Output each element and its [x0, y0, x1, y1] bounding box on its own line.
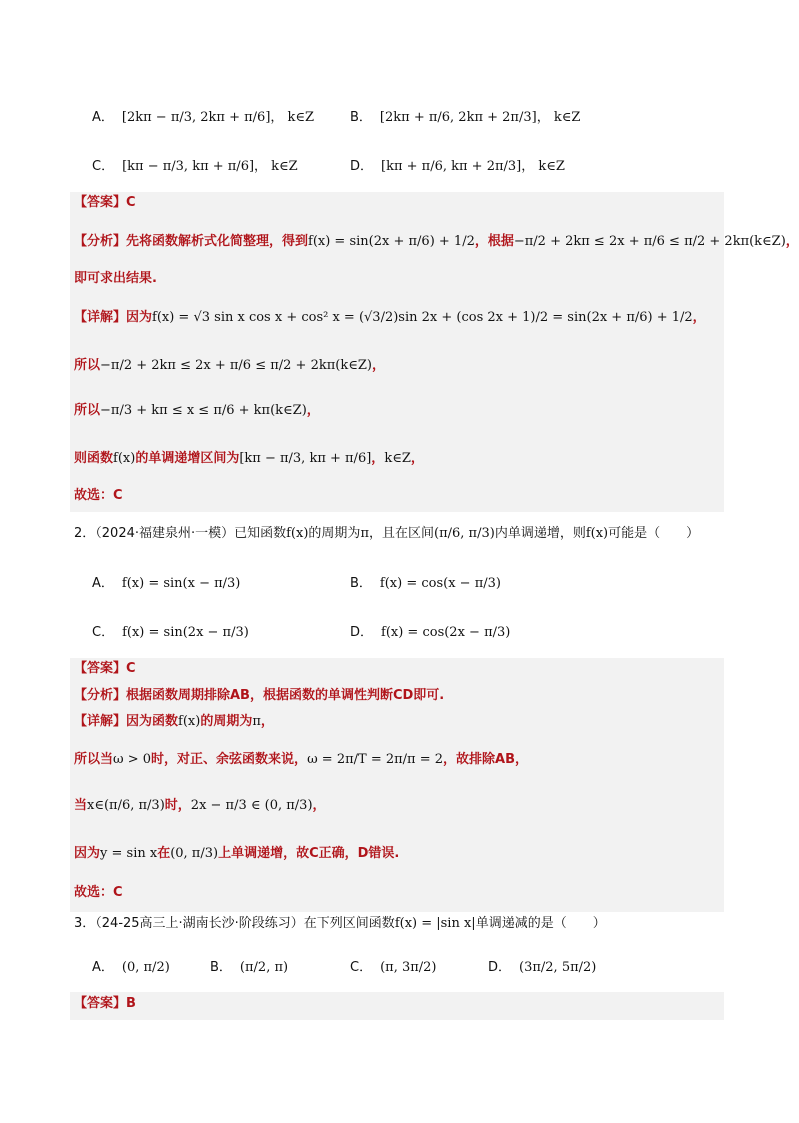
q2-answer: 【答案】C	[74, 661, 136, 676]
q1-choose: 故选：C	[74, 488, 123, 503]
q1-analysis-line2: 即可求出结果.	[74, 271, 157, 286]
q3-option-c: C． (π, 3π/2)	[350, 960, 437, 975]
q1-step2: 所以−π/3 + kπ ≤ x ≤ π/6 + kπ(k∈Z)，	[74, 403, 320, 418]
q2-step2: 当x∈(π/6, π/3)时，2x − π/3 ∈ (0, π/3)，	[74, 798, 326, 813]
q1-detail: 【详解】因为f(x) = √3 sin x cos x + cos² x = (√3/2)sin 2x + (cos 2x + 1)/2 = sin(2x + π/6) + 1/2，	[74, 310, 706, 325]
q3-answer: 【答案】B	[74, 996, 136, 1011]
q1-answer: 【答案】C	[74, 195, 136, 210]
q3-option-a: A． (0, π/2)	[92, 960, 170, 975]
q2-option-b: B． f(x) = cos(x − π/3)	[350, 576, 501, 591]
q1-analysis: 【分析】先将函数解析式化简整理，得到f(x) = sin(2x + π/6) + 1/2，根据−π/2 + 2kπ ≤ 2x + π/6 ≤ π/2 + 2kπ(k∈Z)，	[74, 234, 799, 249]
q2-step3: 因为y = sin x在(0, π/3)上单调递增，故C正确，D错误.	[74, 846, 400, 861]
q3-stem: 3．（24-25高三上·湖南长沙·阶段练习）在下列区间函数f(x) = |sin x|单调递减的是（ ）	[74, 916, 606, 931]
q1-option-a: A． [2kπ − π/3, 2kπ + π/6]， k∈Z	[92, 110, 315, 125]
q1-option-d: D． [kπ + π/6, kπ + 2π/3]， k∈Z	[350, 159, 565, 174]
q2-option-d: D． f(x) = cos(2x − π/3)	[350, 625, 511, 640]
q2-stem: 2．（2024·福建泉州·一模）已知函数f(x)的周期为π，且在区间(π/6, π/3)内单调递增，则f(x)可能是（ ）	[74, 526, 700, 541]
q2-choose: 故选：C	[74, 885, 123, 900]
q2-option-a: A． f(x) = sin(x − π/3)	[92, 576, 241, 591]
q1-option-b: B． [2kπ + π/6, 2kπ + 2π/3]， k∈Z	[350, 110, 581, 125]
q1-step3: 则函数f(x)的单调递增区间为[kπ − π/3, kπ + π/6]，k∈Z，	[74, 451, 424, 466]
q2-step1: 所以当ω > 0时，对正、余弦函数来说，ω = 2π/T = 2π/π = 2，故排除AB，	[74, 752, 528, 767]
q2-detail: 【详解】因为函数f(x)的周期为π，	[74, 714, 274, 729]
q1-step1: 所以−π/2 + 2kπ ≤ 2x + π/6 ≤ π/2 + 2kπ(k∈Z)，	[74, 358, 385, 373]
q3-option-d: D． (3π/2, 5π/2)	[488, 960, 597, 975]
q1-option-c: C． [kπ − π/3, kπ + π/6]， k∈Z	[92, 159, 298, 174]
q3-solution-block	[70, 992, 724, 1020]
q2-analysis: 【分析】根据函数周期排除AB，根据函数的单调性判断CD即可.	[74, 688, 445, 703]
q3-option-b: B． (π/2, π)	[210, 960, 289, 975]
q2-option-c: C． f(x) = sin(2x − π/3)	[92, 625, 249, 640]
